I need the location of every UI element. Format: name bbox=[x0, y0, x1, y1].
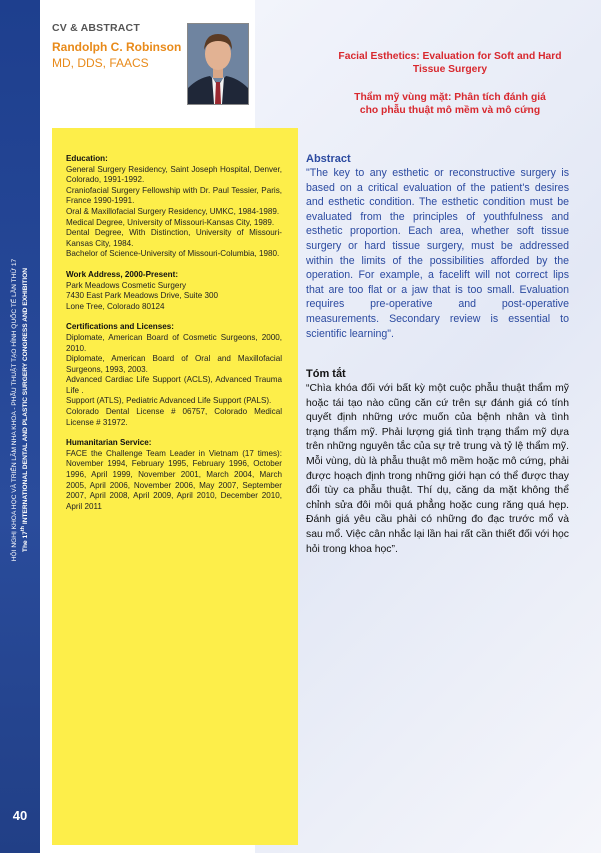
congress-name-english bbox=[19, 230, 30, 590]
humanitarian-heading: Humanitarian Service: bbox=[66, 438, 152, 448]
humanitarian-item: FACE the Challenge Team Leader in Vietnam (17 times): November 1994, February 1995, February 1996, October 1996, April 1999, November 2001, March 2004, March 2005, April 2006, November 2006, May 2007, September 2007, April 2008, April 2009, April 2010, December 2010, April 2011 bbox=[66, 448, 282, 511]
certification-item: Diplomate, American Board of Cosmetic Surgeons, 2000, 2010. bbox=[66, 332, 282, 353]
work-line: Park Meadows Cosmetic Surgery bbox=[66, 280, 187, 290]
certifications-heading: Certifications and Licenses: bbox=[66, 322, 174, 332]
work-line: Lone Tree, Colorado 80124 bbox=[66, 301, 165, 311]
author-credentials: MD, DDS, FAACS bbox=[52, 56, 149, 70]
humanitarian-section bbox=[66, 438, 282, 512]
ordinal-suffix: th bbox=[19, 525, 26, 532]
tomtat-heading: Tóm tắt bbox=[306, 368, 346, 380]
education-item: Craniofacial Surgery Fellowship with Dr. Paul Tessier, Paris, France 1990-1991. bbox=[66, 185, 282, 206]
abstract-heading: Abstract bbox=[306, 153, 351, 165]
education-item: Dental Degree, With Distinction, University of Missouri-Kansas City, 1984. bbox=[66, 228, 282, 248]
education-section bbox=[66, 154, 282, 260]
sidebar bbox=[0, 0, 40, 853]
work-heading: Work Address, 2000-Present: bbox=[66, 269, 179, 279]
page-number: 40 bbox=[12, 808, 28, 823]
education-item: Medical Degree, University of Missouri-Kansas City, 1989. bbox=[66, 217, 275, 227]
cv-content bbox=[66, 154, 282, 522]
congress-banner bbox=[10, 230, 30, 590]
title-vietnamese-line: Thẩm mỹ vùng mặt: Phân tích đánh giá bbox=[354, 92, 546, 103]
certification-item: Colorado Dental License # 06757, Colorado Medical License # 31972. bbox=[66, 407, 282, 427]
congress-name-vietnamese: HỘI NGHỊ KHOA HỌC VÀ TRIỂN LÃM NHA KHOA - PHẪU THUẬT TẠO HÌNH QUỐC TẾ LẦN THỨ 17 bbox=[10, 258, 18, 562]
congress-ordinal: The 17 bbox=[22, 531, 30, 553]
certification-item: Advanced Cardiac Life Support (ACLS), Advanced Trauma Life . bbox=[66, 375, 282, 395]
certification-item: Support (ATLS), Pediatric Advanced Life Support (PALS). bbox=[66, 396, 272, 406]
education-item: Oral & Maxillofacial Surgery Residency, UMKC, 1984-1989. bbox=[66, 206, 280, 216]
abstract-text: "The key to any esthetic or reconstructive surgery is based on a critical evaluation of the patient's desires and esthetic condition. The esthetic condition must be evaluated from the principles of youthfulness and esthetic proportion. Each area, whether soft tissue surgery or hard tissue surgery, must be addressed within the limits of the possibilities afforded by the operation. For example, a facelift will not correct lips that are too flat or a jaw that is too small. Evaluation requires pre-operative and post-operative measurements. Secondary review is essential to scientific learning". bbox=[306, 167, 569, 340]
education-item: Bachelor of Science-University of Missouri-Columbia, 1980. bbox=[66, 249, 280, 259]
author-photo bbox=[187, 23, 249, 105]
certification-item: Diplomate, American Board of Oral and Maxillofacial Surgeons, 1993, 2003. bbox=[66, 354, 282, 374]
title-english-line: Tissue Surgery bbox=[412, 64, 488, 75]
work-line: 7430 East Park Meadows Drive, Suite 300 bbox=[66, 291, 219, 301]
section-label: CV & ABSTRACT bbox=[52, 22, 140, 34]
author-name: Randolph C. Robinson bbox=[52, 40, 182, 54]
title-english bbox=[312, 50, 588, 76]
title-english-line: Facial Esthetics: Evaluation for Soft and Hard bbox=[338, 51, 562, 62]
congress-title: INTERNATIONAL DENTAL AND PLASTIC SURGERY CONGRESS AND EXHIBITION bbox=[22, 267, 30, 526]
title-vietnamese-line: cho phẫu thuật mô mềm và mô cứng bbox=[359, 105, 541, 116]
title-vietnamese bbox=[312, 91, 588, 117]
certifications-section bbox=[66, 322, 282, 428]
tomtat-text: “Chìa khóa đối với bất kỳ một cuộc phẫu thuật thẩm mỹ hoặc tái tạo nào cũng căn cứ trên sự đánh giá có tính quyết định những ước muốn của bệnh nhân và tình trạng thẩm mỹ. Phải lượng giá tình trạng thẩm mỹ dựa trên những nguyên tắc của sự trẻ trung và tỷ lệ thẩm mỹ. Mỗi vùng, dù là phẫu thuật mô mềm hoặc mô cứng, phải được hoạch định trong những giới hạn có thể được thay đổi tùy ca phẫu thuật. Thí dụ, căng da mặt không thể chỉnh sửa đôi môi quá phẳng hoặc cung răng quá hẹp. Đánh giá yêu cầu phải có những đo đạc trước mổ và sau mổ. Việc cân nhắc lại lần hai rất cần thiết đối với học hỏi trong khoa học”. bbox=[306, 383, 569, 555]
education-item: General Surgery Residency, Saint Joseph Hospital, Denver, Colorado, 1991-1992. bbox=[66, 164, 282, 185]
portrait-image bbox=[188, 24, 248, 104]
education-heading: Education: bbox=[66, 154, 108, 163]
work-section bbox=[66, 270, 282, 312]
